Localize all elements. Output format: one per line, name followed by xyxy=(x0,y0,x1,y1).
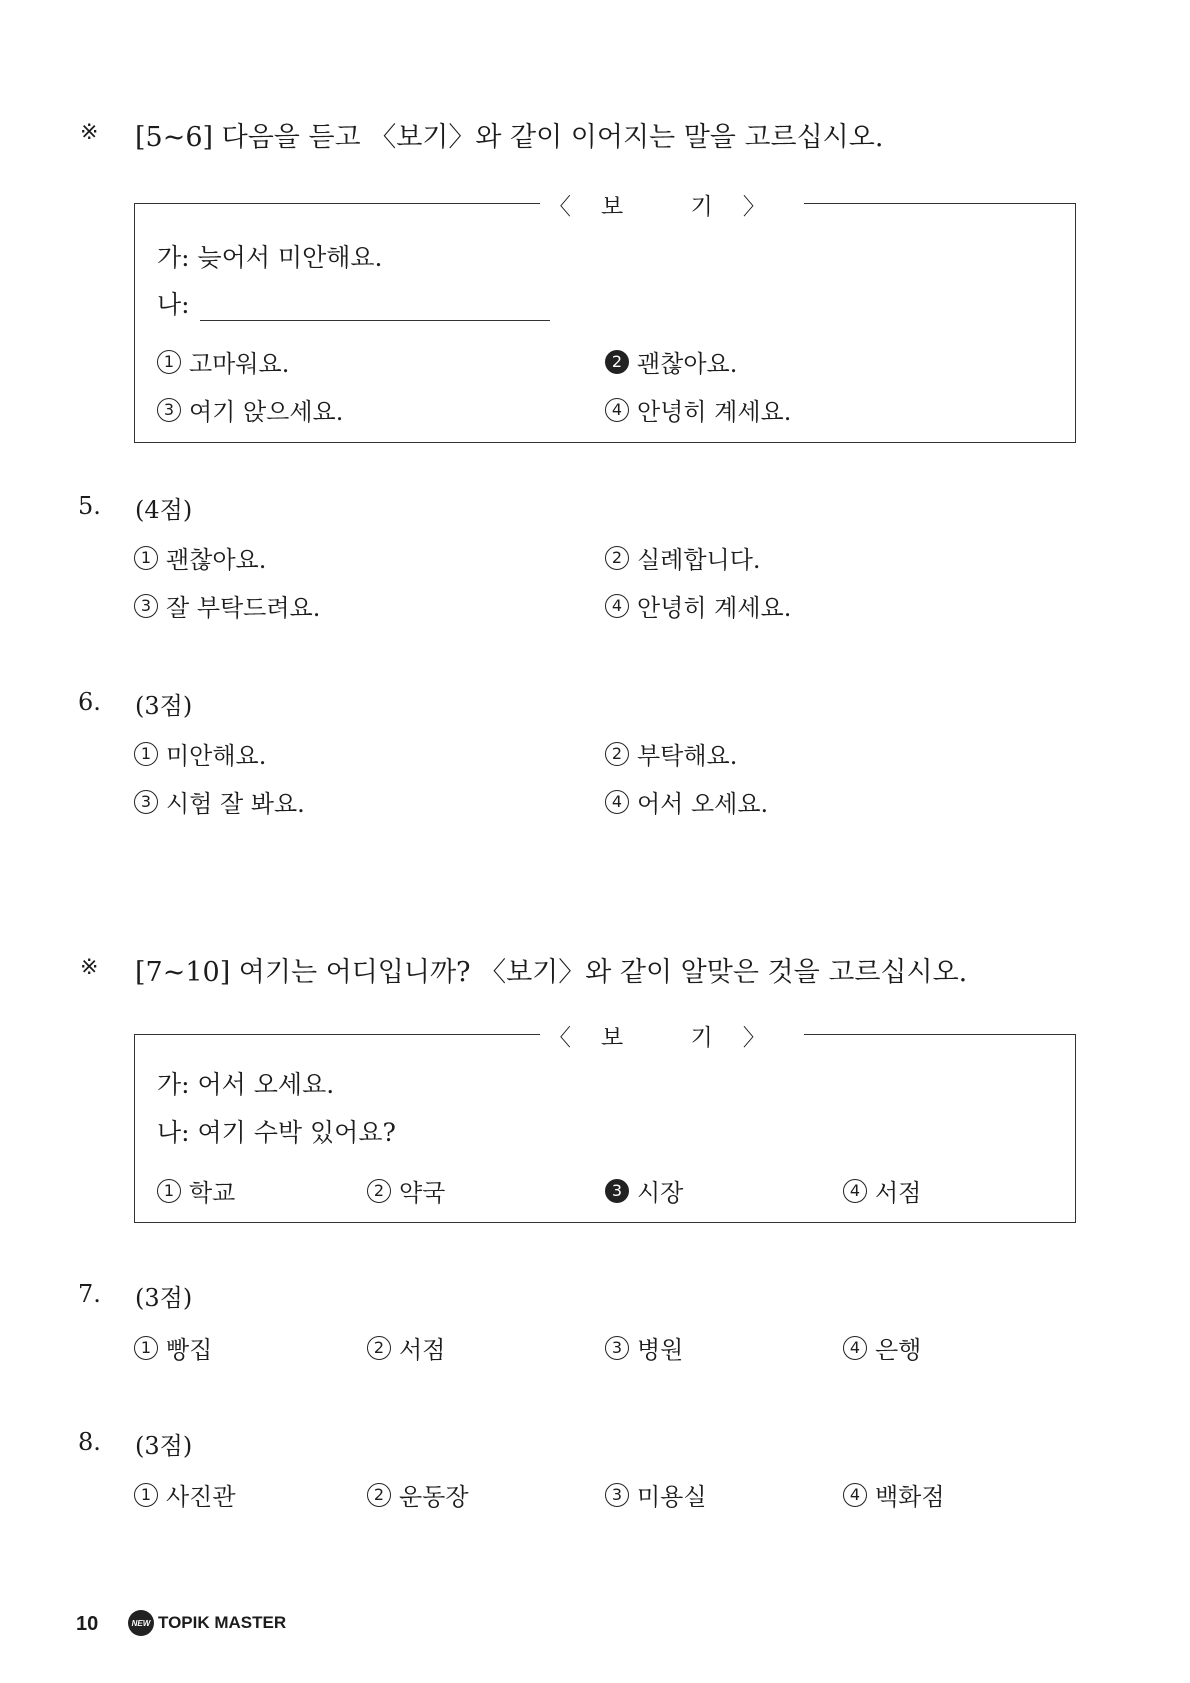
question-points: (4점) xyxy=(135,496,193,524)
option-number-icon: 1 xyxy=(134,1336,158,1360)
answer-blank xyxy=(200,294,550,321)
answer-option[interactable]: 2 실례합니다. xyxy=(605,540,761,575)
answer-option[interactable]: 2 서점 xyxy=(367,1330,445,1365)
question-number: 8. xyxy=(78,1428,101,1456)
selected-number-icon: 2 xyxy=(605,350,629,374)
option-number-icon: 2 xyxy=(605,742,629,766)
question-points: (3점) xyxy=(135,1284,193,1312)
option-number-icon: 4 xyxy=(605,398,629,422)
example-line-1: 가: 어서 오세요. xyxy=(157,1070,335,1099)
option-number-icon: 4 xyxy=(605,790,629,814)
speaker-label: 나: xyxy=(157,290,190,319)
section-instruction: [7~10] 여기는 어디입니까? 〈보기〉와 같이 알맞은 것을 고르십시오. xyxy=(135,957,968,988)
example-option-4: 4 안녕히 계세요. xyxy=(605,392,791,427)
question-number: 5. xyxy=(78,492,101,520)
option-number-icon: 4 xyxy=(843,1179,867,1203)
example-line-2: 나: 여기 수박 있어요? xyxy=(157,1118,396,1147)
page-number: 10 xyxy=(76,1613,99,1635)
option-number-icon: 3 xyxy=(134,594,158,618)
example-line-1: 가: 늦어서 미안해요. xyxy=(157,243,383,272)
answer-option[interactable]: 1 빵집 xyxy=(134,1330,212,1365)
answer-option[interactable]: 3 미용실 xyxy=(605,1477,707,1512)
option-number-icon: 2 xyxy=(367,1336,391,1360)
answer-option[interactable]: 3 시험 잘 봐요. xyxy=(134,784,305,819)
option-number-icon: 2 xyxy=(367,1483,391,1507)
option-number-icon: 2 xyxy=(367,1179,391,1203)
question-number: 6. xyxy=(78,688,101,716)
option-number-icon: 1 xyxy=(134,546,158,570)
new-badge-icon: NEW xyxy=(128,1610,154,1636)
example-option-2: 2 약국 xyxy=(367,1173,445,1208)
example-option-3: 3 시장 xyxy=(605,1173,683,1208)
option-number-icon: 4 xyxy=(843,1336,867,1360)
option-number-icon: 4 xyxy=(843,1483,867,1507)
option-number-icon: 3 xyxy=(157,398,181,422)
option-number-icon: 1 xyxy=(134,1483,158,1507)
selected-number-icon: 3 xyxy=(605,1179,629,1203)
option-number-icon: 1 xyxy=(157,1179,181,1203)
answer-option[interactable]: 4 어서 오세요. xyxy=(605,784,768,819)
option-number-icon: 1 xyxy=(134,742,158,766)
example-option-2: 2 괜찮아요. xyxy=(605,344,737,379)
reference-mark: ※ xyxy=(80,120,99,145)
example-line-2 xyxy=(157,285,550,321)
example-option-3: 3 여기 앉으세요. xyxy=(157,392,343,427)
answer-option[interactable]: 3 병원 xyxy=(605,1330,683,1365)
answer-option[interactable]: 2 부탁해요. xyxy=(605,736,737,771)
option-number-icon: 2 xyxy=(605,546,629,570)
section-instruction: [5~6] 다음을 듣고 〈보기〉와 같이 이어지는 말을 고르십시오. xyxy=(135,122,884,153)
answer-option[interactable]: 4 은행 xyxy=(843,1330,921,1365)
example-option-1: 1 고마워요. xyxy=(157,344,289,379)
question-points: (3점) xyxy=(135,692,193,720)
question-points: (3점) xyxy=(135,1432,193,1460)
reference-mark: ※ xyxy=(80,955,99,980)
option-number-icon: 1 xyxy=(157,350,181,374)
option-number-icon: 3 xyxy=(605,1336,629,1360)
answer-option[interactable]: 1 사진관 xyxy=(134,1477,236,1512)
brand-name: TOPIK MASTER xyxy=(158,1613,287,1632)
example-label: 〈보 기〉 xyxy=(540,1019,804,1052)
answer-option[interactable]: 1 미안해요. xyxy=(134,736,266,771)
answer-option[interactable]: 3 잘 부탁드려요. xyxy=(134,588,320,623)
example-option-4: 4 서점 xyxy=(843,1173,921,1208)
answer-option[interactable]: 4 백화점 xyxy=(843,1477,945,1512)
option-number-icon: 3 xyxy=(134,790,158,814)
answer-option[interactable]: 1 괜찮아요. xyxy=(134,540,266,575)
answer-option[interactable]: 4 안녕히 계세요. xyxy=(605,588,791,623)
answer-option[interactable]: 2 운동장 xyxy=(367,1477,469,1512)
option-number-icon: 4 xyxy=(605,594,629,618)
example-label: 〈보 기〉 xyxy=(540,188,804,221)
brand-logo xyxy=(128,1610,286,1636)
example-option-1: 1 학교 xyxy=(157,1173,235,1208)
option-number-icon: 3 xyxy=(605,1483,629,1507)
question-number: 7. xyxy=(78,1280,101,1308)
